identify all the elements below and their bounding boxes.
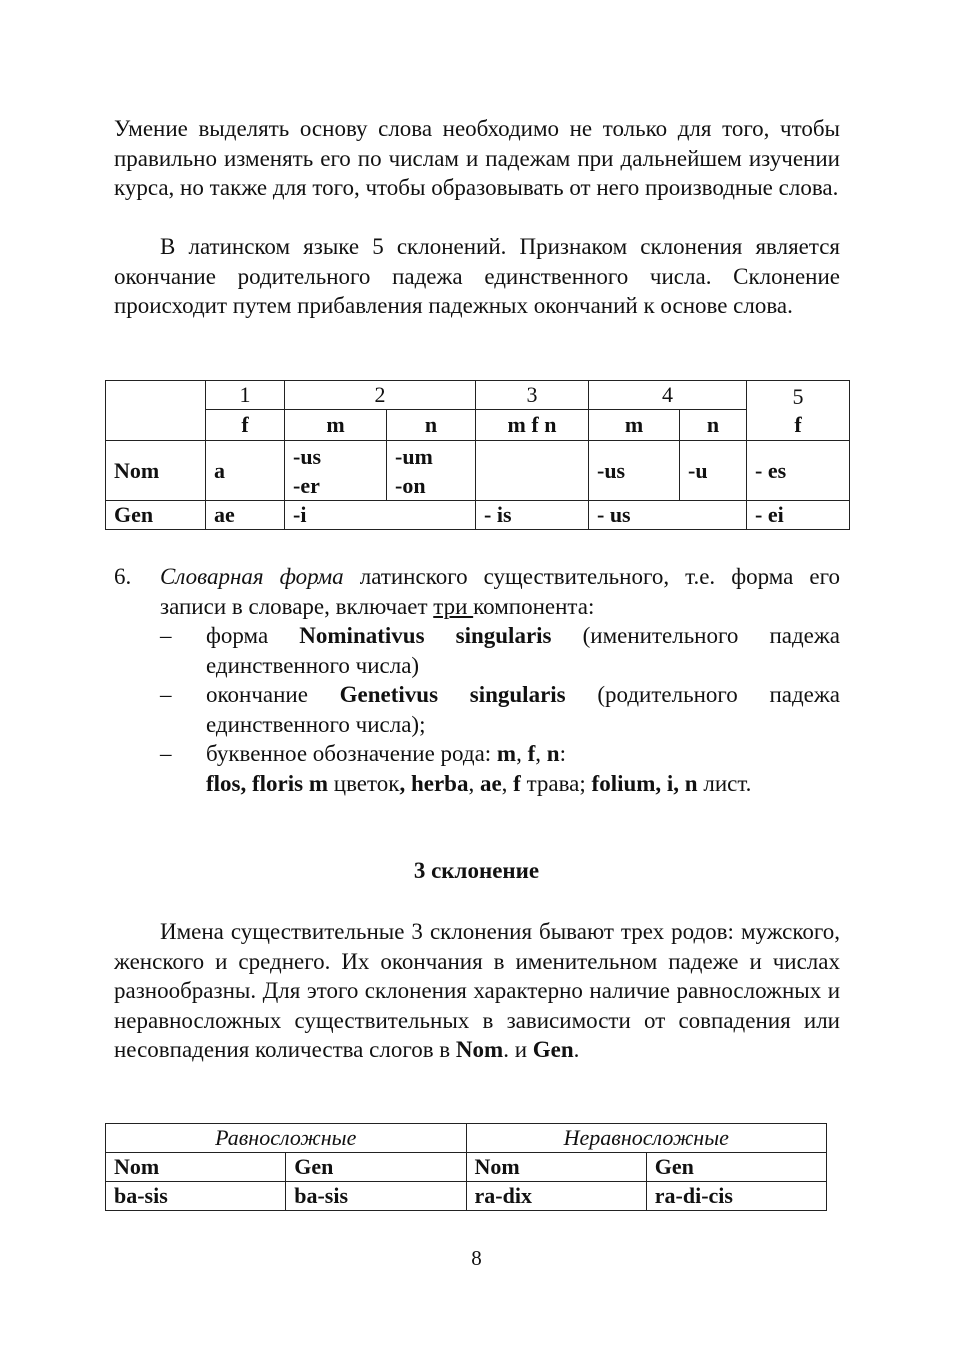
- table-corner-cell: [106, 381, 206, 441]
- nom-d1: a: [206, 441, 285, 501]
- bullet-1-pre: форма: [206, 623, 269, 648]
- bullet-2-bold: Genetivus singularis: [339, 682, 566, 707]
- item-number: 6.: [114, 564, 132, 589]
- declension-number-4: 4: [589, 381, 747, 410]
- item-underlined: три: [433, 593, 474, 619]
- table-row-nom: [106, 441, 850, 501]
- declension-number-5: 5: [792, 383, 804, 409]
- declension-number-3: 3: [476, 381, 589, 410]
- declension-endings-table: [105, 380, 850, 530]
- item-intro-rest: латинского существительного, т.е. форма его записи в словаре, включает: [160, 564, 840, 619]
- gender-4-n: n: [680, 410, 747, 441]
- header-imparisyllabic: Неравносложные: [466, 1124, 827, 1153]
- gen-d1: ae: [206, 501, 285, 530]
- col-gen-1: Gen: [286, 1153, 466, 1182]
- nom-d2-m: -us -er: [285, 441, 387, 501]
- gender-2-n: n: [387, 410, 476, 441]
- item-intro: [160, 562, 840, 621]
- table-header-numbers: [106, 381, 850, 410]
- syllable-table-header: [106, 1124, 827, 1153]
- gen-d5: - ei: [747, 501, 850, 530]
- nom-d5: - es: [747, 441, 850, 501]
- col-nom-2: Nom: [466, 1153, 646, 1182]
- col-gen-2: Gen: [646, 1153, 826, 1182]
- paragraph-third-declension: Имена существительные 3 склонения бывают трех родов: мужского, женского и среднего. Их окончания в именительном падеже и числах разнообразны. Для этого склонения характерно наличие равносложных и неравносложных существительных в зависимости от совпадения или несовпадения количества слогов в Nom. и Gen.: [114, 919, 840, 1062]
- gen-d2: -i: [285, 501, 476, 530]
- item-intro-end: компонента:: [473, 593, 595, 619]
- paragraph-3-and: и: [514, 1037, 528, 1062]
- nom-d4-m: -us: [589, 441, 680, 501]
- bullet-2-post: (родительного падежа единственного числа);: [206, 682, 840, 737]
- example-flos: flos, floris m: [206, 770, 329, 796]
- item-term: Словарная форма: [160, 564, 344, 589]
- bullet-3: буквенное обозначение рода: m, f, n: flos, floris m цветок, herba, ae, f трава; folium, i, n лист.: [206, 741, 752, 796]
- section-heading: 3 склонение: [413, 858, 540, 883]
- nom-d2-n: -um -on: [387, 441, 476, 501]
- nom-d3: [476, 441, 589, 501]
- gender-n: n: [546, 741, 560, 766]
- col-nom-1: Nom: [106, 1153, 286, 1182]
- example-herba-translation: трава;: [526, 770, 586, 796]
- bullet-dash-2: –: [160, 682, 172, 707]
- example-flos-translation: цветок: [333, 770, 400, 796]
- table-row-gen: [106, 501, 850, 530]
- gender-3-mfn: m f n: [476, 410, 589, 441]
- paragraph-word-stem: Умение выделять основу слова необходимо не только для того, чтобы правильно изменять его по числам и падежам при дальнейшем изучении курса, но также для того, чтобы образовывать от него производные слова.: [114, 116, 840, 200]
- declension-number-2: 2: [285, 381, 476, 410]
- cell-radix-gen: ra-di-cis: [646, 1182, 826, 1211]
- gender-f: f: [527, 741, 536, 766]
- gen-d4: - us: [589, 501, 747, 530]
- gender-5-f: f: [794, 411, 802, 437]
- example-f: f: [513, 770, 521, 796]
- bullet-dash-1: –: [160, 623, 172, 648]
- page-number: 8: [471, 1246, 482, 1270]
- gender-2-m: m: [285, 410, 387, 441]
- example-ae: ae: [479, 770, 502, 796]
- bullet-1: [206, 621, 840, 680]
- row-label-gen: Gen: [106, 501, 206, 530]
- bullet-dash-3: –: [160, 741, 172, 766]
- bullet-1-post: (именительного падежа единственного числа): [206, 623, 840, 678]
- nom-d4-n: -u: [680, 441, 747, 501]
- gender-4-m: m: [589, 410, 680, 441]
- gender-1-f: f: [206, 410, 285, 441]
- bullet-3-pre: буквенное обозначение рода:: [206, 741, 492, 766]
- bullet-2-pre: окончание: [206, 682, 308, 707]
- syllable-table-row: [106, 1182, 827, 1211]
- row-label-nom: Nom: [106, 441, 206, 501]
- declension-number-1: 1: [206, 381, 285, 410]
- cell-radix-nom: ra-dix: [466, 1182, 646, 1211]
- syllable-table-cols: [106, 1153, 827, 1182]
- paragraph-3-nom: Nom: [455, 1037, 504, 1062]
- header-parisyllabic: Равносложные: [106, 1124, 467, 1153]
- paragraph-declensions: В латинском языке 5 склонений. Признаком склонения является окончание родительного падежа единственного числа. Склонение происходит путем прибавления падежных окончаний к основе слова.: [114, 234, 840, 318]
- example-folium: folium, i, n: [591, 770, 698, 796]
- example-folium-translation: лист.: [703, 770, 752, 796]
- example-herba: , herba: [399, 770, 469, 796]
- declension-number-5-cell: [747, 381, 850, 441]
- cell-basis-nom: ba-sis: [106, 1182, 286, 1211]
- bullet-1-bold: Nominativus singularis: [299, 623, 552, 648]
- cell-basis-gen: ba-sis: [286, 1182, 466, 1211]
- bullet-2: [206, 680, 840, 739]
- gender-m: m: [496, 741, 517, 766]
- gen-d3: - is: [476, 501, 589, 530]
- table-header-genders: [106, 410, 850, 441]
- paragraph-3-gen: Gen: [532, 1037, 574, 1062]
- paragraph-3-text: Имена существительные 3 склонения бывают трех родов: мужского, женского и среднего. Их окончания в именительном падеже и числах разнообразны. Для этого склонения характерно наличие равносложных и неравносложных существительных в зависимости от совпадения или несовпадения количества слогов в: [114, 919, 840, 1062]
- syllable-table: [105, 1123, 827, 1211]
